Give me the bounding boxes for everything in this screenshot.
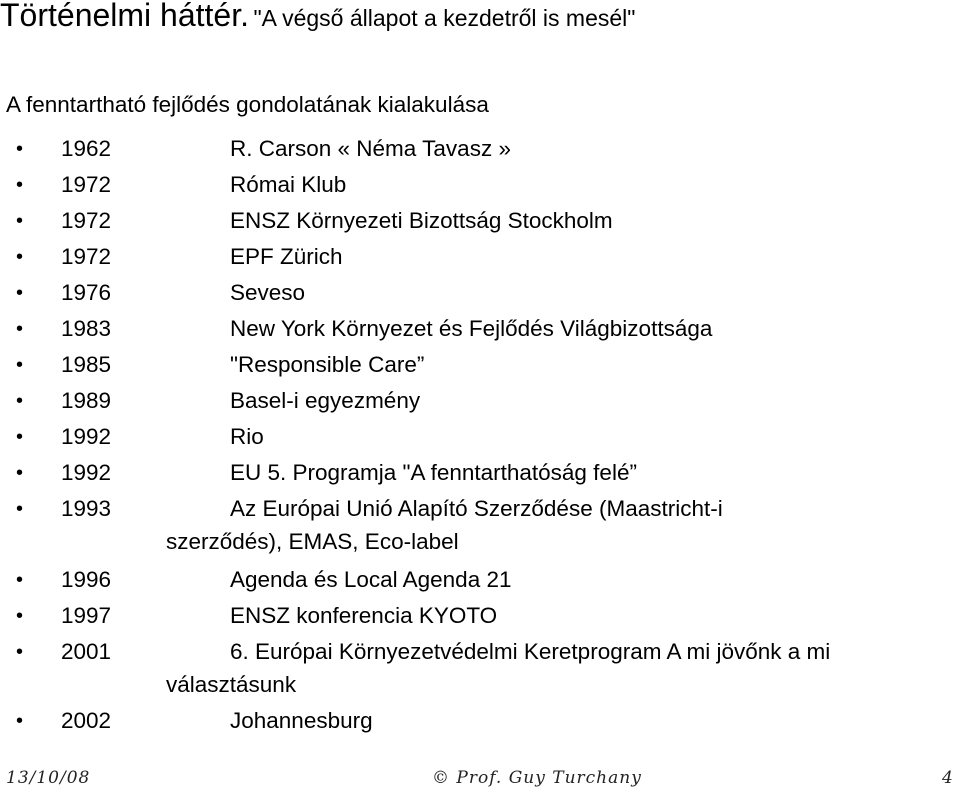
item-description: Agenda és Local Agenda 21 (230, 567, 512, 592)
item-year: 1972 (61, 172, 112, 197)
item-year: 1983 (61, 316, 112, 341)
item-year: 1996 (61, 567, 112, 592)
item-description: "Responsible Care” (230, 352, 425, 377)
bullet-icon: • (16, 462, 24, 484)
footer-date: 13/10/08 (6, 768, 91, 788)
item-year: 1992 (61, 424, 112, 449)
section-subtitle: A fenntartható fejlődés gondolatának kialakulása (6, 92, 489, 117)
item-year: 1976 (61, 280, 112, 305)
item-year: 1993 (61, 496, 112, 521)
item-description: ENSZ Környezeti Bizottság Stockholm (230, 208, 613, 233)
item-description-continued: választásunk (166, 672, 297, 697)
bullet-icon: • (16, 282, 24, 304)
bullet-icon: • (16, 498, 24, 520)
item-description: Rio (230, 424, 264, 449)
item-year: 1972 (61, 208, 112, 233)
item-year: 1989 (61, 388, 112, 413)
footer-page-number: 4 (942, 768, 954, 788)
item-year: 1985 (61, 352, 112, 377)
bullet-icon: • (16, 390, 24, 412)
item-description: EPF Zürich (230, 244, 343, 269)
bullet-icon: • (16, 174, 24, 196)
bullet-icon: • (16, 318, 24, 340)
item-description: Basel-i egyezmény (230, 388, 421, 413)
bullet-icon: • (16, 138, 24, 160)
item-year: 1962 (61, 136, 112, 161)
item-year: 1972 (61, 244, 112, 269)
page-title (0, 0, 635, 34)
title-main: Történelmi háttér. (0, 0, 249, 33)
item-description: 6. Európai Környezetvédelmi Keretprogram A mi jövőnk a mi (230, 639, 831, 664)
item-description: ENSZ konferencia KYOTO (230, 603, 498, 628)
item-description: Római Klub (230, 172, 347, 197)
bullet-icon: • (16, 426, 24, 448)
bullet-icon: • (16, 354, 24, 376)
item-description: EU 5. Programja "A fenntarthatóság felé” (230, 460, 637, 485)
bullet-icon: • (16, 246, 24, 268)
bullet-icon: • (16, 569, 24, 591)
item-year: 2002 (61, 708, 112, 733)
item-year: 1992 (61, 460, 112, 485)
bullet-icon: • (16, 210, 24, 232)
title-quote: "A végső állapot a kezdetről is mesél" (253, 5, 636, 31)
item-description: Seveso (230, 280, 306, 305)
bullet-icon: • (16, 710, 24, 732)
footer-author: © Prof. Guy Turchany (432, 768, 642, 788)
item-year: 1997 (61, 603, 112, 628)
item-description-continued: szerződés), EMAS, Eco-label (166, 529, 459, 554)
item-description: Az Európai Unió Alapító Szerződése (Maastricht-i (230, 496, 723, 521)
item-description: R. Carson « Néma Tavasz » (230, 136, 511, 161)
item-description: New York Környezet és Fejlődés Világbizottsága (230, 316, 713, 341)
item-description: Johannesburg (230, 708, 373, 733)
bullet-icon: • (16, 605, 24, 627)
item-year: 2001 (61, 639, 112, 664)
bullet-icon: • (16, 641, 24, 663)
